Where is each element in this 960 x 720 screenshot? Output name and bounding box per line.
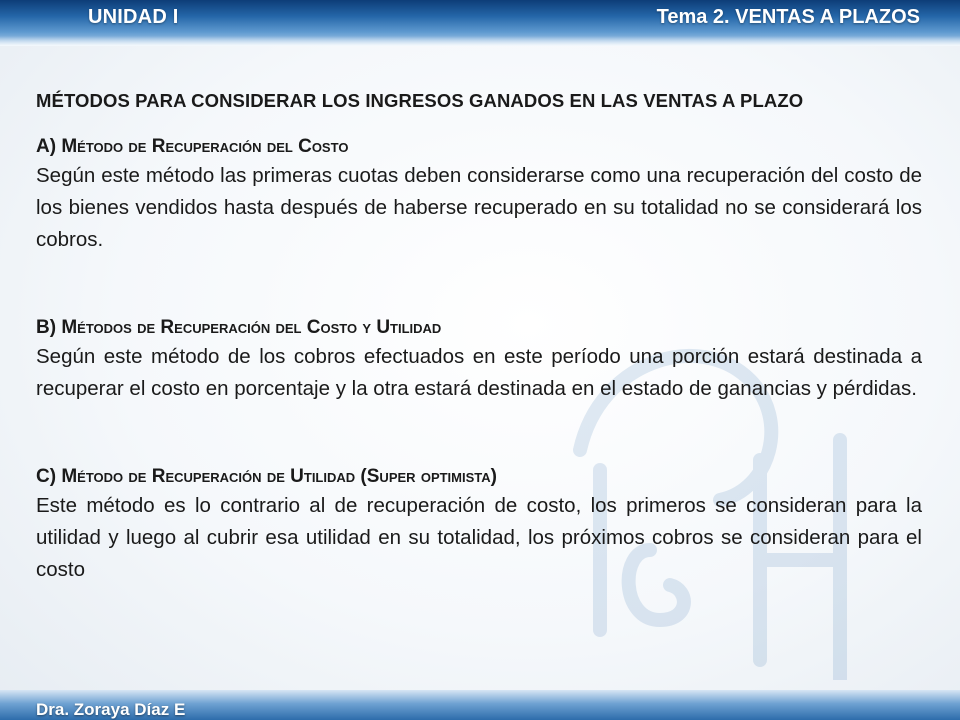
section-b-title: B) Métodos de Recuperación del Costo y Utilidad	[36, 317, 442, 338]
author-label: Dra. Zoraya Díaz E	[36, 700, 186, 719]
section-a-title: A) Método de Recuperación del Costo	[36, 136, 349, 157]
content-area	[36, 90, 922, 586]
section-b	[36, 315, 922, 405]
unit-label: UNIDAD I	[88, 6, 179, 28]
section-a-body: Según este método las primeras cuotas deben considerarse como una recuperación del costo de los bienes vendidos hasta después de haberse recuperado en su totalidad no se considerará los cobros.	[36, 164, 922, 251]
section-a	[36, 134, 922, 256]
section-b-body: Según este método de los cobros efectuados en este período una porción estará destinada a recuperar el costo en porcentaje y la otra estará destinada en el estado de ganancias y pérdidas.	[36, 345, 922, 400]
header-bar	[0, 0, 960, 46]
page-title: MÉTODOS PARA CONSIDERAR LOS INGRESOS GANADOS EN LAS VENTAS A PLAZO	[36, 90, 804, 111]
section-c	[36, 464, 922, 586]
section-c-title: C) Método de Recuperación de Utilidad (Super optimista)	[36, 466, 497, 487]
topic-label: Tema 2. VENTAS A PLAZOS	[656, 6, 920, 28]
footer-bar	[0, 690, 960, 720]
section-c-body: Este método es lo contrario al de recuperación de costo, los primeros se consideran para la utilidad y luego al cubrir esa utilidad en su totalidad, los próximos cobros se consideran para el costo	[36, 494, 922, 581]
